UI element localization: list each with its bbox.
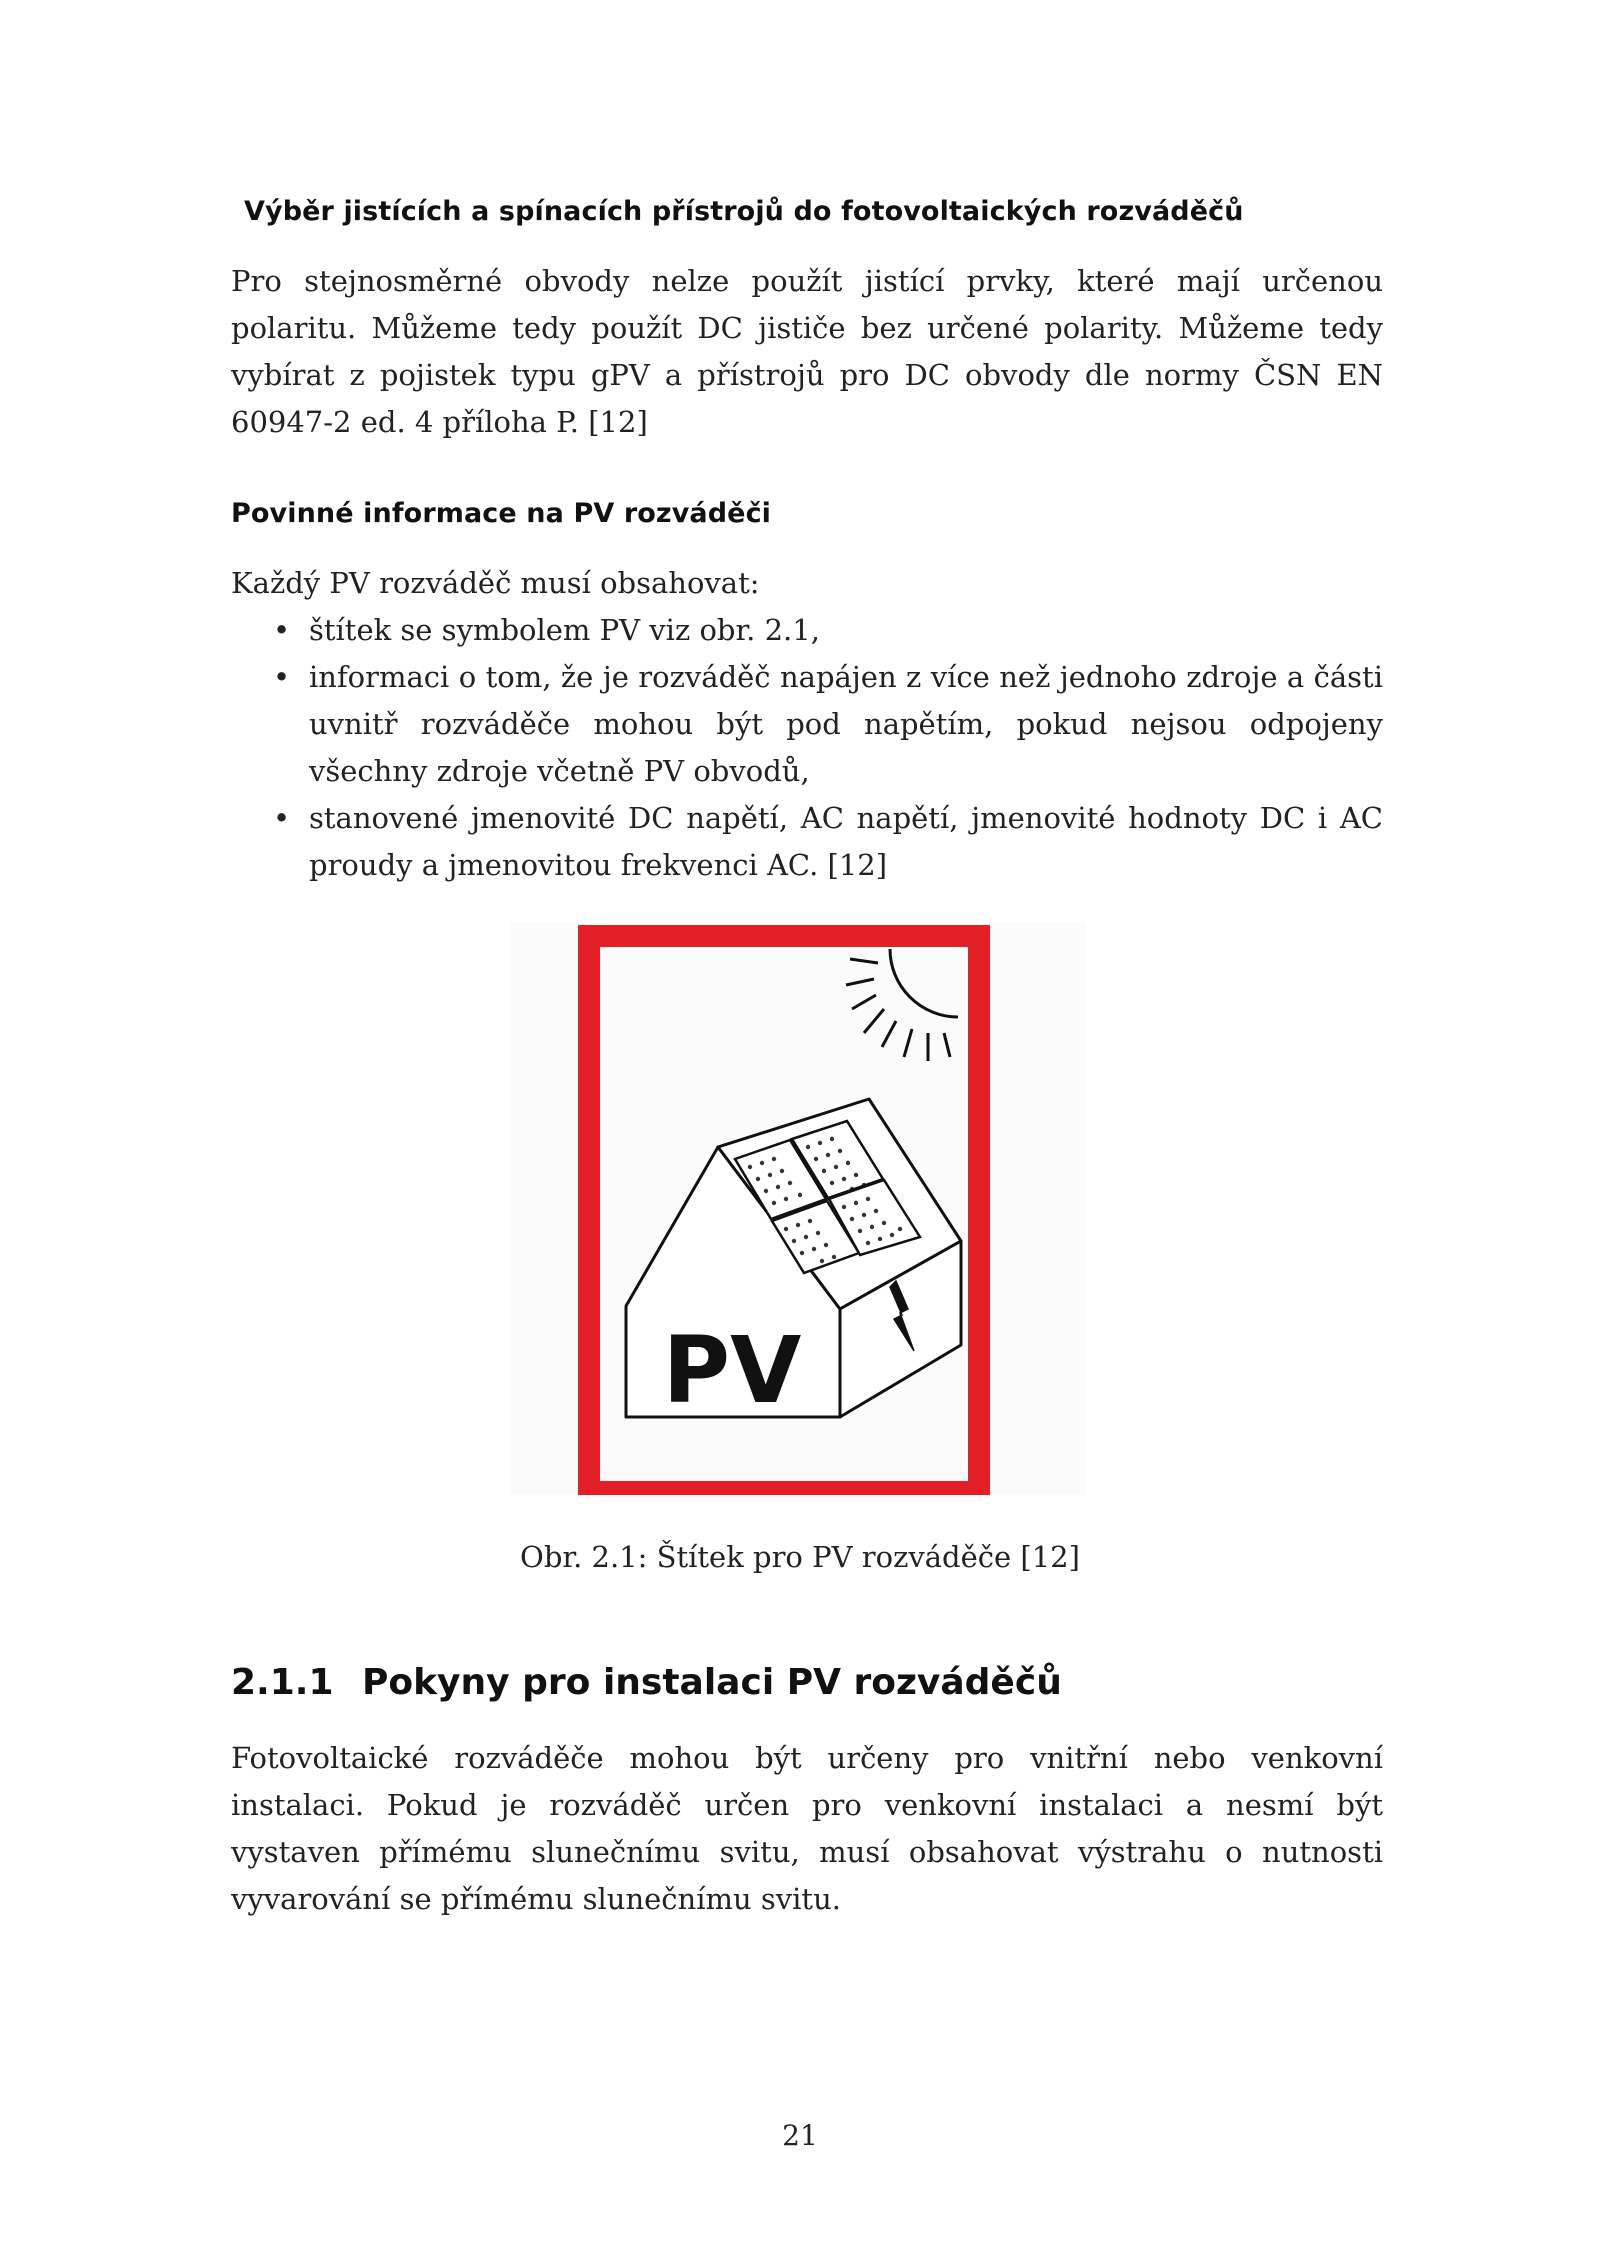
list-item-text: informaci o tom, že je rozváděč napájen z více než jednoho zdroje a části uvnitř rozváděče mohou být pod napětím, pokud nejsou odpojeny všechny zdroje včetně PV obvodů,: [309, 660, 1383, 788]
section-heading: [231, 1662, 1062, 1703]
page-number: 21: [782, 2119, 818, 2152]
bullet-icon: •: [273, 801, 291, 835]
paragraph-intro: Každý PV rozváděč musí obsahovat:: [231, 566, 760, 600]
paragraph-breakers: Pro stejnosměrné obvody nelze použít jistící prvky, které mají určenou polaritu. Můžeme tedy použít DC jističe bez určené polarity. Můžeme tedy vybírat z pojistek typu gPV a přístrojů pro DC obvody dle normy ČSN EN 60947-2 ed. 4 příloha P. [12]: [231, 264, 1383, 439]
subsection-heading-required-info: Povinné informace na PV rozváděči: [231, 498, 772, 529]
pv-sign-text: PV: [662, 1317, 802, 1424]
section-number: 2.1.1: [231, 1662, 334, 1703]
list-item: [231, 607, 1383, 654]
list-item: [231, 795, 1383, 889]
list-item-text: stanovené jmenovité DC napětí, AC napětí, jmenovité hodnoty DC i AC proudy a jmenovitou frekvenci AC. [12]: [309, 801, 1383, 882]
bullet-icon: •: [273, 660, 291, 694]
subsection-heading-breakers: Výběr jistících a spínacích přístrojů do fotovoltaických rozváděčů: [244, 196, 1244, 227]
required-info-list: [231, 607, 1383, 889]
section-title: Pokyny pro instalaci PV rozváděčů: [362, 1662, 1062, 1703]
list-item: [231, 654, 1383, 795]
figure-caption: Obr. 2.1: Štítek pro PV rozváděče [12]: [520, 1540, 1080, 1574]
paragraph-installation: Fotovoltaické rozváděče mohou být určeny pro vnitřní nebo venkovní instalaci. Pokud je rozváděč určen pro venkovní instalaci a nesmí být vystaven přímému slunečnímu svitu, musí obsahovat výstrahu o nutnosti vyvarování se přímému slunečnímu svitu.: [231, 1741, 1383, 1916]
list-item-text: štítek se symbolem PV viz obr. 2.1,: [309, 613, 820, 647]
bullet-icon: •: [273, 613, 291, 647]
pv-warning-sign-figure: [510, 923, 1086, 1495]
